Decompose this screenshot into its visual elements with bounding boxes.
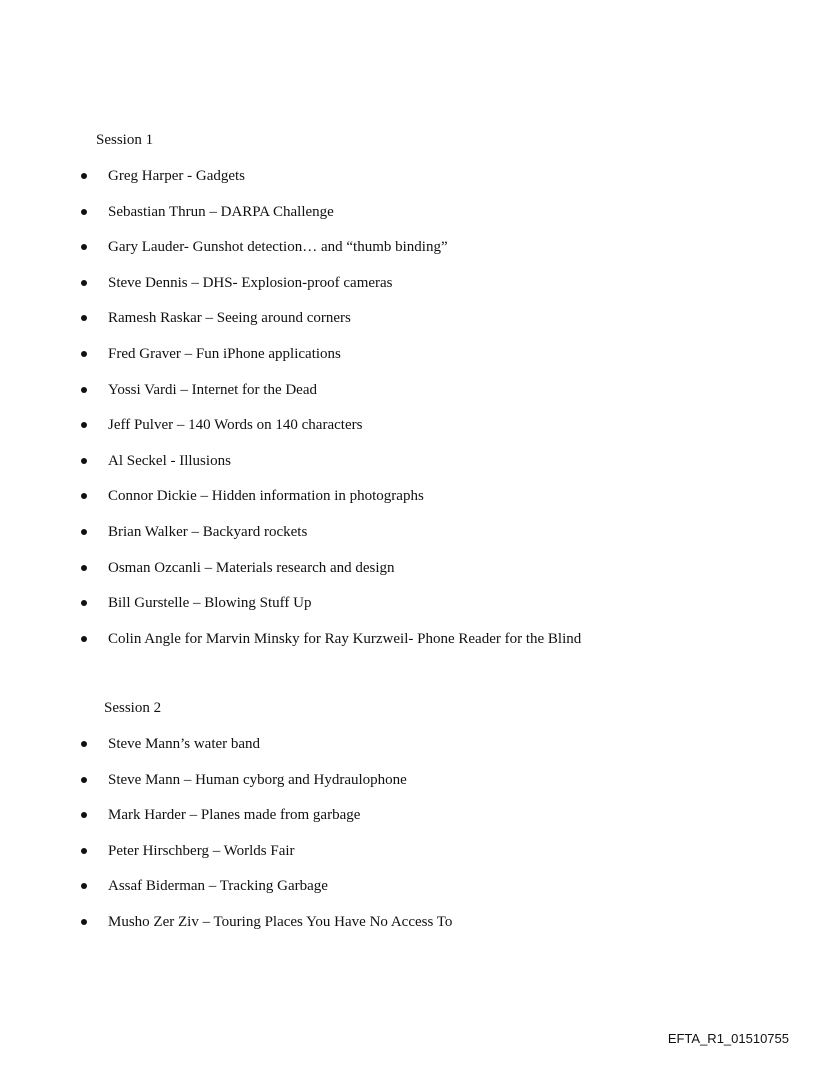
bullet-icon bbox=[81, 812, 87, 818]
bullet-icon bbox=[81, 777, 87, 783]
bullet-icon bbox=[81, 741, 87, 747]
bullet-icon bbox=[81, 315, 87, 321]
bullet-icon bbox=[81, 919, 87, 925]
bullet-icon bbox=[81, 458, 87, 464]
bullet-icon bbox=[81, 848, 87, 854]
bullet-icon bbox=[81, 529, 87, 535]
bullet-icon bbox=[81, 422, 87, 428]
bullet-icon bbox=[81, 244, 87, 250]
bullet-icon bbox=[81, 280, 87, 286]
bullet-icon bbox=[81, 493, 87, 499]
document-page: Session 1 Greg Harper - Gadgets Sebastian Thrun – DARPA Challenge Gary Lauder- Gunshot detection… and “thumb binding” Steve Dennis – DHS- Explosion-proof cameras Ramesh Raskar – Seeing around corners Fred Graver – Fun iPhone applications Yossi Vardi – Internet for the Dead Jeff Pulver – 140 Words on 140 characters Al Seckel - Illusions Connor Dickie – Hidden information in photographs Brian Walker – Backyard rockets Osman Ozcanli – Materials research and design Bill Gurstelle – Blowing Stuff Up Colin Angle for Marvin Minsky for Ray Kurzweil- Phone Reader for the Blind Session 2 Steve Mann’s water band Steve Mann – Human cyborg and Hydraulophone Mark Harder – Planes made from garbage Peter Hirschberg – Worlds Fair Assaf Biderman – Tracking Garbage Musho Zer Ziv – Touring Places You Have No Access To EFTA_R1_01510755 bbox=[0, 0, 816, 1073]
bullet-icon bbox=[81, 636, 87, 642]
session-1-heading: Session 1 bbox=[96, 132, 154, 148]
bullet-icon bbox=[81, 600, 87, 606]
bullet-icon bbox=[81, 173, 87, 179]
bullet-icon bbox=[81, 883, 87, 889]
bullet-icon bbox=[81, 209, 87, 215]
bullet-icon bbox=[81, 351, 87, 357]
document-id: EFTA_R1_01510755 bbox=[667, 1031, 789, 1046]
bullet-icon bbox=[81, 387, 87, 393]
bullet-icon bbox=[81, 565, 87, 571]
session-2-heading: Session 2 bbox=[104, 700, 162, 716]
